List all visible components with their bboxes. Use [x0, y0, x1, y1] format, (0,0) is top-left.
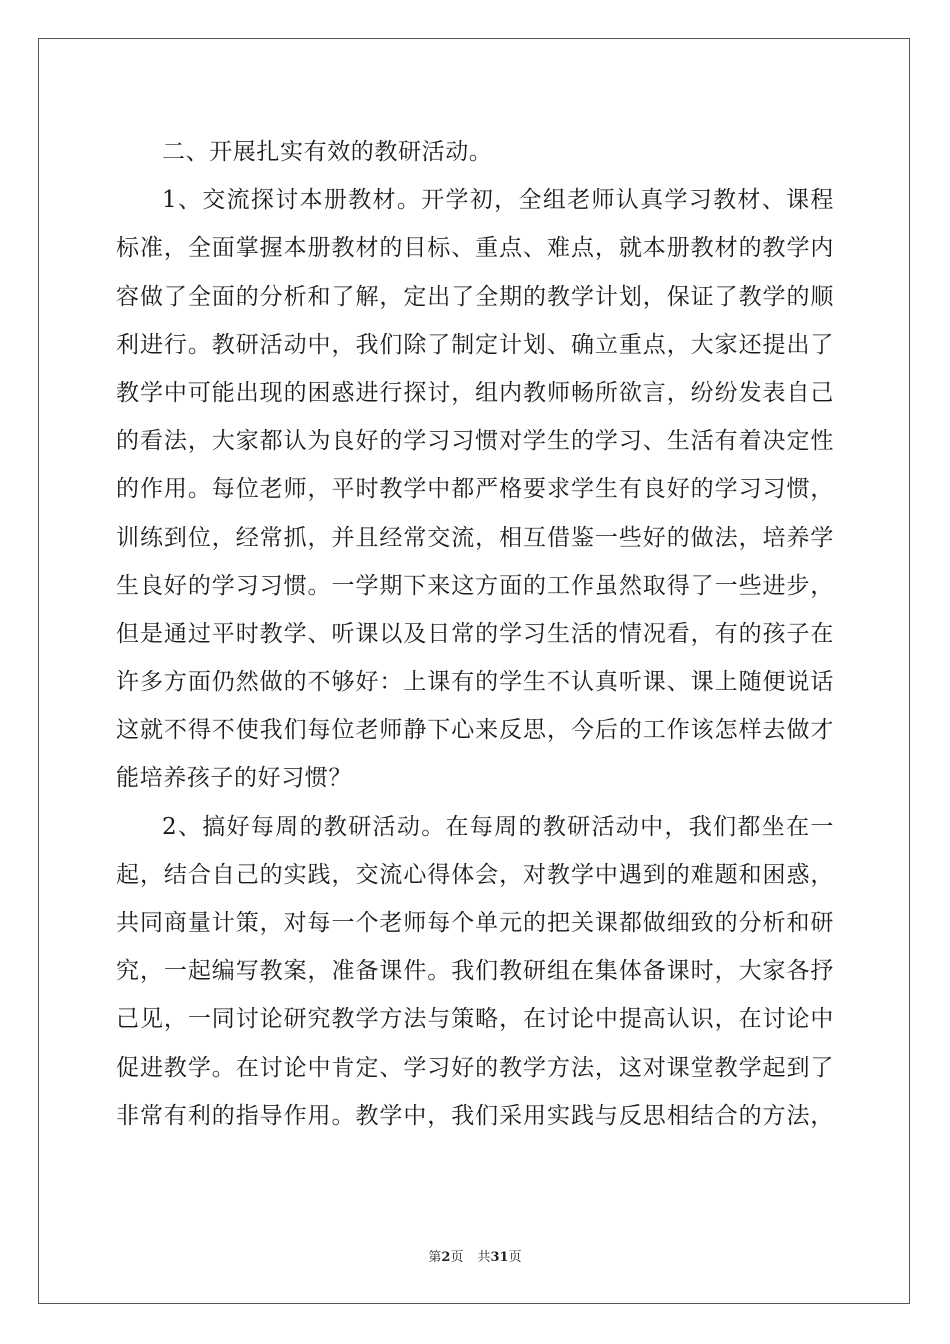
paragraph-line: 起，结合自己的实践，交流心得体会，对教学中遇到的难题和困惑， [116, 861, 834, 888]
total-page-count: 31 [490, 1250, 509, 1265]
paragraph-line: 促进教学。在讨论中肯定、学习好的教学方法，这对课堂教学起到了 [116, 1054, 834, 1081]
paragraph-line: 能培养孩子的好习惯？ [116, 765, 352, 792]
paragraph-line: 的作用。每位老师，平时教学中都严格要求学生有良好的学习习惯， [116, 476, 834, 503]
paragraph-line: 这就不得不使我们每位老师静下心来反思，今后的工作该怎样去做才 [116, 717, 834, 744]
paragraph-line: 容做了全面的分析和了解，定出了全期的教学计划，保证了教学的顺 [116, 283, 834, 310]
current-page-number: 2 [441, 1250, 451, 1265]
footer-page-word: 页 [450, 1250, 464, 1265]
paragraph-line: 2、搞好每周的教研活动。在每周的教研活动中，我们都坐在一 [162, 813, 834, 840]
paragraph-line: 许多方面仍然做的不够好：上课有的学生不认真听课、课上随便说话 [116, 669, 834, 696]
paragraph-line: 训练到位，经常抓，并且经常交流，相互借鉴一些好的做法，培养学 [116, 524, 834, 551]
paragraph-line: 标准，全面掌握本册教材的目标、重点、难点，就本册教材的教学内 [116, 235, 834, 262]
footer-total-suffix: 页 [508, 1250, 522, 1265]
paragraph-line: 利进行。教研活动中，我们除了制定计划、确立重点，大家还提出了 [116, 331, 834, 358]
paragraph-line: 究，一起编写教案，准备课件。我们教研组在集体备课时，大家各抒 [116, 958, 834, 985]
footer-prefix: 第 [428, 1250, 442, 1265]
paragraph-line: 1、交流探讨本册教材。开学初，全组老师认真学习教材、课程 [162, 187, 834, 214]
paragraph-line: 生良好的学习习惯。一学期下来这方面的工作虽然取得了一些进步， [116, 572, 834, 599]
page-footer [0, 1246, 950, 1265]
footer-total-prefix: 共 [477, 1250, 491, 1265]
paragraph-line: 教学中可能出现的困惑进行探讨，组内教师畅所欲言，纷纷发表自己 [116, 379, 834, 406]
section-heading: 二、开展扎实有效的教研活动。 [162, 139, 493, 165]
paragraph-line: 非常有利的指导作用。教学中，我们采用实践与反思相结合的方法， [116, 1102, 834, 1129]
paragraph-line: 共同商量计策，对每一个老师每个单元的把关课都做细致的分析和研 [116, 910, 834, 936]
paragraph-line: 的看法，大家都认为良好的学习习惯对学生的学习、生活有着决定性 [116, 428, 834, 455]
body-text [116, 128, 834, 1140]
paragraph-line: 但是通过平时教学、听课以及日常的学习生活的情况看，有的孩子在 [116, 620, 834, 647]
paragraph-line: 己见，一同讨论研究教学方法与策略，在讨论中提高认识，在讨论中 [116, 1006, 834, 1033]
